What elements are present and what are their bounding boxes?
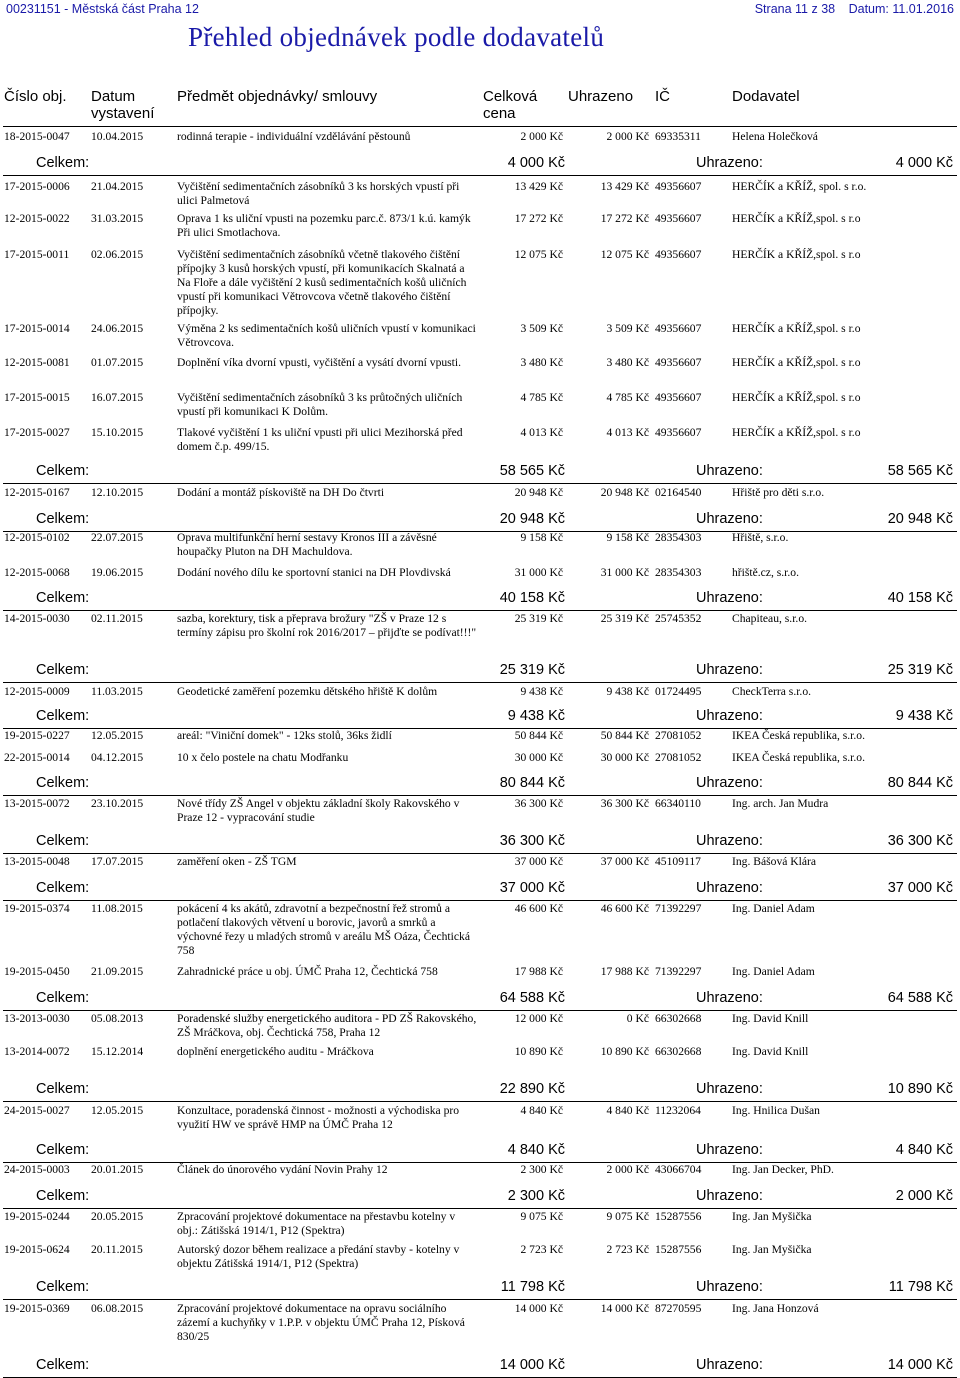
- supplier-summary-row: [0, 1355, 960, 1375]
- order-paid: 17 272 Kč: [600, 212, 649, 225]
- supplier-ic: 69335311: [655, 130, 701, 143]
- order-paid: 25 319 Kč: [600, 612, 649, 625]
- order-number: 17-2015-0015: [4, 391, 70, 404]
- supplier-summary-row: [0, 1277, 960, 1297]
- summary-paid-label: Uhrazeno:: [696, 463, 763, 479]
- order-total: 4 013 Kč: [520, 426, 563, 439]
- summary-total-label: Celkem:: [36, 590, 90, 606]
- supplier-summary-row: [0, 1186, 960, 1206]
- summary-total-label: Celkem:: [36, 990, 90, 1006]
- supplier-name: Ing. Daniel Adam: [732, 965, 815, 978]
- order-number: 12-2015-0009: [4, 685, 70, 698]
- summary-paid-label: Uhrazeno:: [696, 1081, 763, 1097]
- summary-total-label: Celkem:: [36, 1188, 90, 1204]
- supplier-name: HERČÍK a KŘÍŽ, spol. s r.o.: [732, 180, 867, 193]
- supplier-ic: 28354303: [655, 566, 702, 579]
- order-number: 13-2015-0072: [4, 797, 70, 810]
- order-paid: 0 Kč: [626, 1012, 649, 1025]
- supplier-ic: 11232064: [655, 1104, 701, 1117]
- order-subject: Zahradnické práce u obj. ÚMČ Praha 12, Čechtická 758: [177, 965, 438, 978]
- summary-total-amount: 9 438 Kč: [507, 708, 565, 724]
- order-date: 19.06.2015: [91, 566, 144, 579]
- summary-paid-label: Uhrazeno:: [696, 708, 763, 724]
- order-total: 25 319 Kč: [514, 612, 563, 625]
- document-id: 00231151 - Městská část Praha 12: [6, 2, 199, 16]
- order-date: 17.07.2015: [91, 855, 144, 868]
- order-date: 24.06.2015: [91, 322, 144, 335]
- order-number: 18-2015-0047: [4, 130, 70, 143]
- supplier-ic: 49356607: [655, 391, 702, 404]
- order-number: 13-2013-0030: [4, 1012, 70, 1025]
- supplier-summary-row: [0, 1079, 960, 1099]
- summary-paid-label: Uhrazeno:: [696, 1279, 763, 1295]
- order-number: 12-2015-0022: [4, 212, 70, 225]
- col-header-paid: Uhrazeno: [568, 88, 634, 105]
- order-number: 19-2015-0244: [4, 1210, 70, 1223]
- col-header-total-line2: cena: [483, 105, 516, 122]
- supplier-summary-row: [0, 153, 960, 173]
- order-date: 11.03.2015: [91, 685, 143, 698]
- supplier-ic: 02164540: [655, 486, 702, 499]
- order-subject: 10 x čelo postele na chatu Modřanku: [177, 751, 349, 764]
- order-subject: doplnění energetického auditu - Mráčkova: [177, 1045, 374, 1058]
- supplier-ic: 49356607: [655, 426, 702, 439]
- order-total: 2 000 Kč: [520, 130, 563, 143]
- order-subject: Výměna 2 ks sedimentačních košů uličních vpustí v komunikaci Větrovcova.: [177, 322, 476, 349]
- order-subject: areál: "Viniční domek" - 12ks stolů, 36ks židlí: [177, 729, 392, 742]
- page-header-bar: [6, 2, 954, 18]
- order-date: 22.07.2015: [91, 531, 144, 544]
- supplier-ic: 49356607: [655, 212, 702, 225]
- summary-paid-label: Uhrazeno:: [696, 1142, 763, 1158]
- order-number: 19-2015-0374: [4, 902, 70, 915]
- order-date: 20.05.2015: [91, 1210, 144, 1223]
- order-paid: 9 158 Kč: [606, 531, 649, 544]
- supplier-name: IKEA Česká republika, s.r.o.: [732, 751, 865, 764]
- summary-paid-amount: 9 438 Kč: [895, 708, 953, 724]
- summary-paid-label: Uhrazeno:: [696, 590, 763, 606]
- col-header-ic: IČ: [655, 88, 670, 105]
- order-total: 10 890 Kč: [514, 1045, 563, 1058]
- order-subject: rodinná terapie - individuální vzdělávání pěstounů: [177, 130, 411, 143]
- order-paid: 50 844 Kč: [600, 729, 649, 742]
- order-number: 12-2015-0102: [4, 531, 70, 544]
- supplier-name: HERČÍK a KŘÍŽ,spol. s r.o: [732, 322, 861, 335]
- order-subject: Zpracování projektové dokumentace na opravu sociálního zázemí a kuchyňky v 1.P.P. v objektu ÚMČ Praha 12, Písková 830/25: [177, 1302, 465, 1343]
- supplier-ic: 49356607: [655, 248, 702, 261]
- order-subject: Tlakové vyčištění 1 ks uliční vpusti při ulici Mezihorská před domem č.p. 499/15.: [177, 426, 463, 453]
- order-number: 14-2015-0030: [4, 612, 70, 625]
- order-paid: 9 075 Kč: [606, 1210, 649, 1223]
- supplier-ic: 71392297: [655, 902, 702, 915]
- summary-total-label: Celkem:: [36, 833, 90, 849]
- supplier-ic: 66302668: [655, 1012, 702, 1025]
- order-subject: Dodání a montáž pískoviště na DH Do čtvrti: [177, 486, 385, 499]
- order-number: 19-2015-0227: [4, 729, 70, 742]
- summary-paid-amount: 64 588 Kč: [887, 990, 953, 1006]
- summary-paid-label: Uhrazeno:: [696, 155, 763, 171]
- col-header-subject: Předmět objednávky/ smlouvy: [177, 88, 378, 105]
- order-date: 04.12.2015: [91, 751, 144, 764]
- order-total: 2 300 Kč: [520, 1163, 563, 1176]
- supplier-name: HERČÍK a KŘÍŽ,spol. s r.o: [732, 391, 861, 404]
- order-date: 01.07.2015: [91, 356, 144, 369]
- summary-paid-amount: 14 000 Kč: [887, 1357, 953, 1373]
- summary-total-amount: 22 890 Kč: [499, 1081, 565, 1097]
- summary-total-label: Celkem:: [36, 463, 90, 479]
- order-paid: 36 300 Kč: [600, 797, 649, 810]
- order-subject: Konzultace, poradenská činnost - možnosti a východiska pro využití HW ve správě HMP na ÚMČ Praha 12: [177, 1104, 460, 1131]
- supplier-name: Hřiště, s.r.o.: [732, 531, 789, 544]
- order-subject: Oprava 1 ks uliční vpusti na pozemku parc.č. 873/1 k.ú. kamýk Při ulici Smotlachova.: [177, 212, 471, 239]
- supplier-ic: 66340110: [655, 797, 701, 810]
- order-date: 02.11.2015: [91, 612, 143, 625]
- order-paid: 10 890 Kč: [600, 1045, 649, 1058]
- supplier-summary-row: [0, 588, 960, 608]
- summary-total-label: Celkem:: [36, 708, 90, 724]
- order-subject: Vyčištění sedimentačních zásobníků 3 ks horských vpustí při ulici Palmetová: [177, 180, 460, 207]
- supplier-ic: 49356607: [655, 356, 702, 369]
- supplier-name: HERČÍK a KŘÍŽ,spol. s r.o: [732, 248, 861, 261]
- order-date: 21.04.2015: [91, 180, 144, 193]
- col-header-order-number: Číslo obj.: [4, 88, 67, 105]
- summary-paid-amount: 2 000 Kč: [895, 1188, 953, 1204]
- summary-total-amount: 4 000 Kč: [507, 155, 565, 171]
- order-paid: 4 785 Kč: [606, 391, 649, 404]
- summary-total-amount: 37 000 Kč: [499, 880, 565, 896]
- supplier-ic: 45109117: [655, 855, 701, 868]
- order-subject: Nové třídy ZŠ Angel v objektu základní školy Rakovského v Praze 12 - vypracování studie: [177, 797, 460, 824]
- order-date: 31.03.2015: [91, 212, 144, 225]
- order-date: 11.08.2015: [91, 902, 143, 915]
- summary-total-amount: 64 588 Kč: [499, 990, 565, 1006]
- order-date: 16.07.2015: [91, 391, 144, 404]
- supplier-summary-row: [0, 988, 960, 1008]
- order-paid: 14 000 Kč: [600, 1302, 649, 1315]
- order-subject: Oprava multifunkční herní sestavy Kronos III a závěsné houpačky Pluton na DH Machuldova.: [177, 531, 437, 558]
- col-header-total: Celková: [483, 88, 538, 105]
- column-headers: [0, 88, 960, 128]
- order-number: 12-2015-0167: [4, 486, 70, 499]
- supplier-name: Ing. Jan Myšička: [732, 1243, 812, 1256]
- summary-paid-label: Uhrazeno:: [696, 662, 763, 678]
- order-number: 19-2015-0369: [4, 1302, 70, 1315]
- header-rule: [3, 126, 957, 127]
- supplier-ic: 66302668: [655, 1045, 702, 1058]
- supplier-summary-row: [0, 773, 960, 793]
- order-total: 20 948 Kč: [514, 486, 563, 499]
- order-total: 4 840 Kč: [520, 1104, 563, 1117]
- order-subject: Vyčištění sedimentačních zásobníků 3 ks průtočných uličních vpustí při komunikaci K Dolům.: [177, 391, 463, 418]
- supplier-ic: 71392297: [655, 965, 702, 978]
- order-date: 06.08.2015: [91, 1302, 144, 1315]
- summary-paid-label: Uhrazeno:: [696, 833, 763, 849]
- order-total: 17 988 Kč: [514, 965, 563, 978]
- page-number: Strana 11 z 38: [754, 2, 836, 16]
- order-paid: 2 000 Kč: [606, 1163, 649, 1176]
- order-paid: 2 723 Kč: [606, 1243, 649, 1256]
- summary-paid-label: Uhrazeno:: [696, 1188, 763, 1204]
- order-total: 4 785 Kč: [520, 391, 563, 404]
- summary-paid-amount: 80 844 Kč: [887, 775, 953, 791]
- order-number: 13-2014-0072: [4, 1045, 70, 1058]
- order-subject: Zpracování projektové dokumentace na přestavbu kotelny v obj.: Zátišská 1914/1, P12 (Spektra): [177, 1210, 456, 1237]
- order-paid: 4 840 Kč: [606, 1104, 649, 1117]
- print-date: Datum: 11.01.2016: [848, 2, 954, 16]
- supplier-ic: 27081052: [655, 729, 702, 742]
- supplier-summary-row: [0, 461, 960, 481]
- summary-paid-amount: 4 000 Kč: [895, 155, 953, 171]
- summary-total-label: Celkem:: [36, 662, 90, 678]
- order-total: 3 509 Kč: [520, 322, 563, 335]
- summary-total-amount: 4 840 Kč: [507, 1142, 565, 1158]
- supplier-name: Chapiteau, s.r.o.: [732, 612, 808, 625]
- supplier-ic: 27081052: [655, 751, 702, 764]
- summary-total-label: Celkem:: [36, 1279, 90, 1295]
- order-number: 12-2015-0081: [4, 356, 70, 369]
- supplier-ic: 25745352: [655, 612, 702, 625]
- summary-paid-amount: 25 319 Kč: [887, 662, 953, 678]
- summary-paid-label: Uhrazeno:: [696, 880, 763, 896]
- supplier-ic: 49356607: [655, 322, 702, 335]
- supplier-name: CheckTerra s.r.o.: [732, 685, 812, 698]
- order-total: 9 158 Kč: [520, 531, 563, 544]
- order-total: 13 429 Kč: [514, 180, 563, 193]
- order-subject: pokácení 4 ks akátů, zdravotní a bezpečnostní řež stromů a potlačení tlakových větvení u borovic, javorů a smrků a výchovné řezy u mladých stromů v areálu MŠ Oáza, Čechtická 758: [177, 902, 470, 957]
- supplier-name: Helena Holečková: [732, 130, 818, 143]
- order-date: 10.04.2015: [91, 130, 144, 143]
- order-subject: sazba, korektury, tisk a přeprava brožury "ZŠ v Praze 12 s termíny zápisu pro školní rok 2016/2017 – přijďte se podívat!!!": [177, 612, 477, 639]
- summary-paid-amount: 11 798 Kč: [888, 1279, 953, 1295]
- order-number: 17-2015-0027: [4, 426, 70, 439]
- col-header-date: Datum: [91, 88, 136, 105]
- supplier-ic: 15287556: [655, 1243, 702, 1256]
- order-total: 3 480 Kč: [520, 356, 563, 369]
- summary-paid-label: Uhrazeno:: [696, 511, 763, 527]
- order-paid: 37 000 Kč: [600, 855, 649, 868]
- order-number: 19-2015-0624: [4, 1243, 70, 1256]
- summary-paid-label: Uhrazeno:: [696, 990, 763, 1006]
- summary-paid-label: Uhrazeno:: [696, 775, 763, 791]
- order-number: 13-2015-0048: [4, 855, 70, 868]
- order-total: 36 300 Kč: [514, 797, 563, 810]
- page-title: Přehled objednávek podle dodavatelů: [188, 22, 605, 52]
- order-paid: 3 480 Kč: [606, 356, 649, 369]
- summary-total-amount: 36 300 Kč: [499, 833, 565, 849]
- order-date: 15.12.2014: [91, 1045, 144, 1058]
- supplier-name: Ing. David Knill: [732, 1012, 809, 1025]
- summary-paid-amount: 36 300 Kč: [887, 833, 953, 849]
- order-total: 14 000 Kč: [514, 1302, 563, 1315]
- order-total: 37 000 Kč: [514, 855, 563, 868]
- order-number: 19-2015-0450: [4, 965, 70, 978]
- order-total: 9 438 Kč: [520, 685, 563, 698]
- order-number: 12-2015-0068: [4, 566, 70, 579]
- order-number: 17-2015-0011: [4, 248, 70, 261]
- order-paid: 12 075 Kč: [600, 248, 649, 261]
- supplier-ic: 49356607: [655, 180, 702, 193]
- order-paid: 3 509 Kč: [606, 322, 649, 335]
- order-date: 23.10.2015: [91, 797, 144, 810]
- supplier-summary-row: [0, 1140, 960, 1160]
- order-subject: Doplnění víka dvorní vpusti, vyčištění a vysátí dvorní vpusti.: [177, 356, 462, 369]
- order-total: 12 075 Kč: [514, 248, 563, 261]
- summary-total-amount: 40 158 Kč: [499, 590, 565, 606]
- order-date: 15.10.2015: [91, 426, 144, 439]
- order-total: 9 075 Kč: [520, 1210, 563, 1223]
- order-number: 22-2015-0014: [4, 751, 70, 764]
- order-number: 24-2015-0003: [4, 1163, 70, 1176]
- supplier-summary-row: [0, 878, 960, 898]
- order-number: 24-2015-0027: [4, 1104, 70, 1117]
- summary-total-amount: 58 565 Kč: [499, 463, 565, 479]
- supplier-ic: 15287556: [655, 1210, 702, 1223]
- supplier-ic: 28354303: [655, 531, 702, 544]
- order-date: 12.05.2015: [91, 1104, 144, 1117]
- summary-paid-amount: 4 840 Kč: [895, 1142, 953, 1158]
- supplier-name: Ing. Jan Decker, PhD.: [732, 1163, 834, 1176]
- order-paid: 13 429 Kč: [600, 180, 649, 193]
- order-paid: 46 600 Kč: [600, 902, 649, 915]
- summary-total-amount: 14 000 Kč: [499, 1357, 565, 1373]
- supplier-summary-row: [0, 706, 960, 726]
- order-total: 30 000 Kč: [514, 751, 563, 764]
- order-paid: 2 000 Kč: [606, 130, 649, 143]
- summary-total-amount: 80 844 Kč: [499, 775, 565, 791]
- order-paid: 31 000 Kč: [600, 566, 649, 579]
- supplier-name: Ing. Jana Honzová: [732, 1302, 819, 1315]
- supplier-name: IKEA Česká republika, s.r.o.: [732, 729, 865, 742]
- order-subject: Autorský dozor během realizace a předání stavby - kotelny v objektu Zátišská 1914/1, P12 (Spektra): [177, 1243, 460, 1270]
- supplier-name: Ing. Hnilica Dušan: [732, 1104, 820, 1117]
- order-subject: Dodání nového dílu ke sportovní stanici na DH Plovdivská: [177, 566, 451, 579]
- order-date: 05.08.2013: [91, 1012, 144, 1025]
- order-subject: Poradenské služby energetického auditora - PD ZŠ Rakovského, ZŠ Mráčkova, obj. Čechtická 758, Praha 12: [177, 1012, 477, 1039]
- order-date: 12.10.2015: [91, 486, 144, 499]
- order-paid: 17 988 Kč: [600, 965, 649, 978]
- summary-paid-amount: 20 948 Kč: [887, 511, 953, 527]
- order-date: 12.05.2015: [91, 729, 144, 742]
- order-total: 2 723 Kč: [520, 1243, 563, 1256]
- col-header-date-line2: vystavení: [91, 105, 155, 122]
- order-total: 12 000 Kč: [514, 1012, 563, 1025]
- supplier-summary-row: [0, 831, 960, 851]
- order-total: 31 000 Kč: [514, 566, 563, 579]
- order-date: 20.11.2015: [91, 1243, 143, 1256]
- supplier-name: HERČÍK a KŘÍŽ,spol. s r.o: [732, 212, 861, 225]
- order-paid: 9 438 Kč: [606, 685, 649, 698]
- supplier-name: Ing. David Knill: [732, 1045, 809, 1058]
- supplier-name: Ing. Jan Myšička: [732, 1210, 812, 1223]
- summary-paid-amount: 37 000 Kč: [887, 880, 953, 896]
- order-subject: Geodetické zaměření pozemku dětského hřiště K dolům: [177, 685, 438, 698]
- supplier-ic: 43066704: [655, 1163, 702, 1176]
- order-paid: 30 000 Kč: [600, 751, 649, 764]
- order-number: 17-2015-0006: [4, 180, 70, 193]
- supplier-name: Ing. arch. Jan Mudra: [732, 797, 829, 810]
- order-paid: 4 013 Kč: [606, 426, 649, 439]
- summary-paid-amount: 10 890 Kč: [887, 1081, 953, 1097]
- summary-total-label: Celkem:: [36, 1142, 90, 1158]
- order-date: 20.01.2015: [91, 1163, 144, 1176]
- supplier-name: HERČÍK a KŘÍŽ,spol. s r.o: [732, 426, 861, 439]
- summary-paid-label: Uhrazeno:: [696, 1357, 763, 1373]
- summary-total-label: Celkem:: [36, 511, 90, 527]
- supplier-name: Ing. Bášová Klára: [732, 855, 817, 868]
- order-subject: Vyčištění sedimentačních zásobníků včetně tlakového čištění přípojky 3 kusů horských vpustí, při komunikacích Skalnatá a Na Floře a dále vyčištění 2 kusů sedimentačních košů uličních vpustí při komunikaci Větrovcova včetně tlakového čištění přípojky.: [177, 248, 467, 317]
- supplier-ic: 87270595: [655, 1302, 702, 1315]
- order-date: 02.06.2015: [91, 248, 144, 261]
- col-header-supplier: Dodavatel: [732, 88, 800, 105]
- summary-paid-amount: 58 565 Kč: [887, 463, 953, 479]
- order-total: 17 272 Kč: [514, 212, 563, 225]
- summary-total-amount: 11 798 Kč: [500, 1279, 565, 1295]
- supplier-name: Hřiště pro děti s.r.o.: [732, 486, 825, 499]
- summary-total-label: Celkem:: [36, 775, 90, 791]
- supplier-name: hřiště.cz, s.r.o.: [732, 566, 799, 579]
- supplier-summary-row: [0, 660, 960, 680]
- order-date: 21.09.2015: [91, 965, 144, 978]
- order-number: 17-2015-0014: [4, 322, 70, 335]
- order-paid: 20 948 Kč: [600, 486, 649, 499]
- summary-total-label: Celkem:: [36, 1357, 90, 1373]
- supplier-summary-row: [0, 509, 960, 529]
- summary-paid-amount: 40 158 Kč: [887, 590, 953, 606]
- order-subject: zaměření oken - ZŠ TGM: [177, 855, 297, 868]
- order-total: 46 600 Kč: [514, 902, 563, 915]
- summary-total-amount: 20 948 Kč: [499, 511, 565, 527]
- supplier-ic: 01724495: [655, 685, 702, 698]
- supplier-name: HERČÍK a KŘÍŽ,spol. s r.o: [732, 356, 861, 369]
- supplier-name: Ing. Daniel Adam: [732, 902, 815, 915]
- order-total: 50 844 Kč: [514, 729, 563, 742]
- order-subject: Článek do únorového vydání Novin Prahy 12: [177, 1163, 388, 1176]
- summary-total-amount: 25 319 Kč: [499, 662, 565, 678]
- summary-total-label: Celkem:: [36, 880, 90, 896]
- summary-total-label: Celkem:: [36, 155, 90, 171]
- summary-total-amount: 2 300 Kč: [507, 1188, 565, 1204]
- summary-total-label: Celkem:: [36, 1081, 90, 1097]
